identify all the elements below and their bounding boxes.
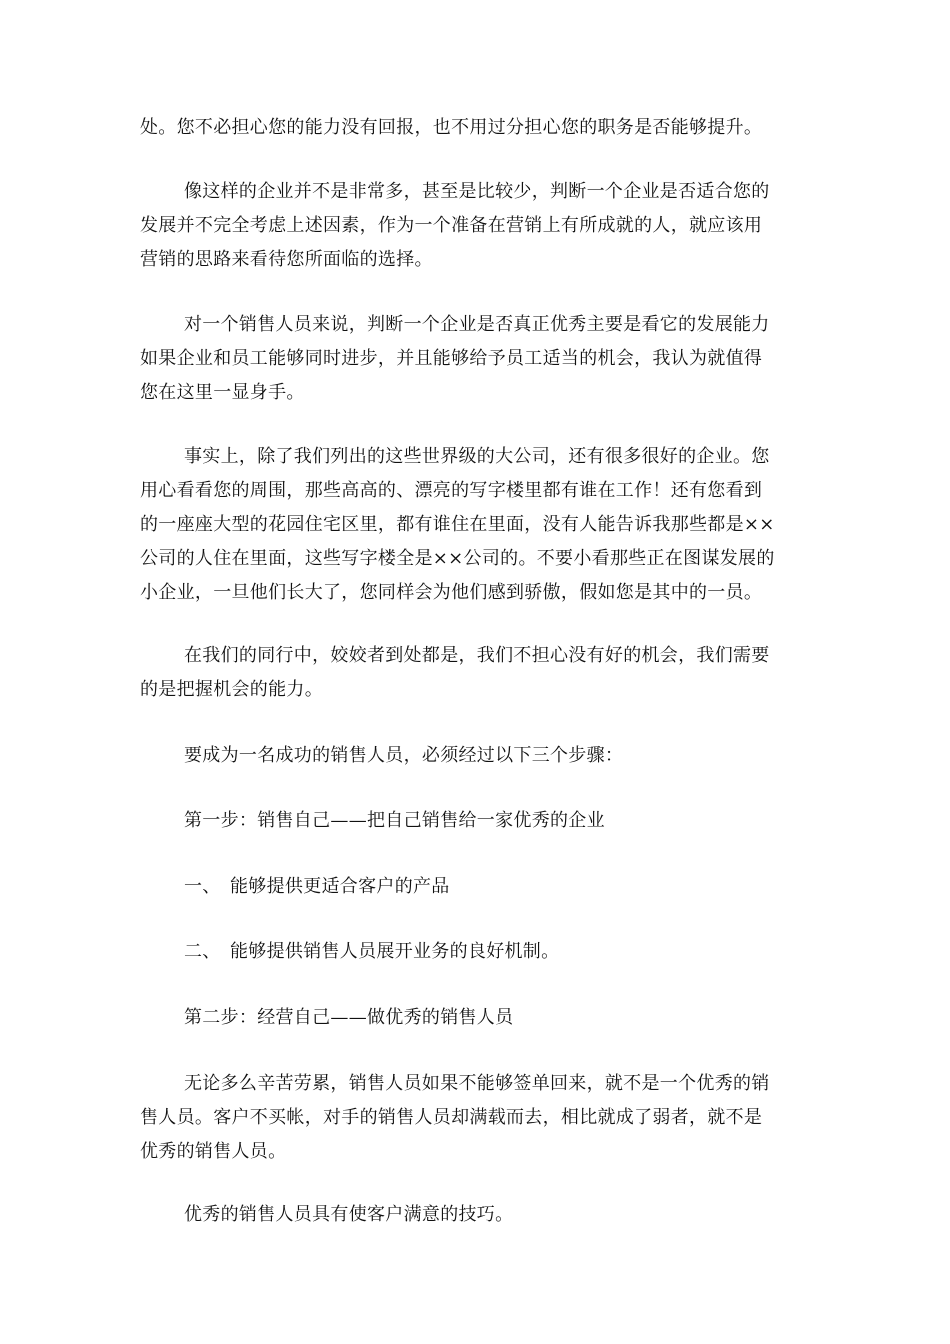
text-line: 第二步：经营自己——做优秀的销售人员	[184, 1007, 514, 1028]
text-line: 优秀的销售人员具有使客户满意的技巧。	[184, 1204, 514, 1225]
text-line: 在我们的同行中，姣姣者到处都是，我们不担心没有好的机会，我们需要	[184, 645, 770, 666]
text-line: 营销的思路来看待您所面临的选择。	[140, 249, 433, 270]
paragraph	[140, 1198, 810, 1232]
paragraph	[140, 440, 810, 610]
list-item	[140, 870, 810, 904]
text-line: 售人员。客户不买帐，对手的销售人员却满载而去，相比就成了弱者，就不是	[140, 1107, 763, 1128]
text-line: 用心看看您的周围，那些高高的、漂亮的写字楼里都有谁在工作！还有您看到	[140, 480, 763, 501]
text-line: 处。您不必担心您的能力没有回报，也不用过分担心您的职务是否能够提升。	[140, 117, 763, 138]
text-line: 像这样的企业并不是非常多，甚至是比较少，判断一个企业是否适合您的	[184, 181, 770, 202]
text-line	[140, 935, 810, 969]
paragraph	[140, 1067, 810, 1169]
text-line: 优秀的销售人员。	[140, 1141, 287, 1162]
paragraph	[140, 308, 810, 410]
text-line: 您在这里一显身手。	[140, 382, 305, 403]
step-heading	[140, 1001, 810, 1035]
text-line: 第一步：销售自己——把自己销售给一家优秀的企业	[184, 810, 605, 831]
list-item-text: 能够提供更适合客户的产品	[230, 876, 450, 897]
text-line: 公司的人住在里面，这些写字楼全是××公司的。不要小看那些正在图谋发展的	[140, 548, 775, 569]
text-line: 小企业，一旦他们长大了，您同样会为他们感到骄傲，假如您是其中的一员。	[140, 582, 763, 603]
list-number: 二、	[184, 941, 221, 962]
paragraph	[140, 639, 810, 707]
paragraph	[140, 739, 810, 773]
list-item	[140, 935, 810, 969]
text-line	[140, 870, 810, 904]
list-number: 一、	[184, 876, 221, 897]
text-line: 发展并不完全考虑上述因素，作为一个准备在营销上有所成就的人，就应该用	[140, 215, 763, 236]
text-line: 要成为一名成功的销售人员，必须经过以下三个步骤：	[184, 745, 624, 766]
text-line: 的是把握机会的能力。	[140, 679, 323, 700]
step-heading	[140, 804, 810, 838]
text-line: 对一个销售人员来说，判断一个企业是否真正优秀主要是看它的发展能力	[184, 314, 770, 335]
paragraph	[140, 111, 810, 145]
list-item-text: 能够提供销售人员展开业务的良好机制。	[230, 941, 560, 962]
text-line: 事实上，除了我们列出的这些世界级的大公司，还有很多很好的企业。您	[184, 446, 770, 467]
text-line: 如果企业和员工能够同时进步，并且能够给予员工适当的机会，我认为就值得	[140, 348, 763, 369]
text-line: 无论多么辛苦劳累，销售人员如果不能够签单回来，就不是一个优秀的销	[184, 1073, 770, 1094]
text-line: 的一座座大型的花园住宅区里，都有谁住在里面，没有人能告诉我那些都是××	[140, 514, 775, 535]
paragraph	[140, 175, 810, 277]
